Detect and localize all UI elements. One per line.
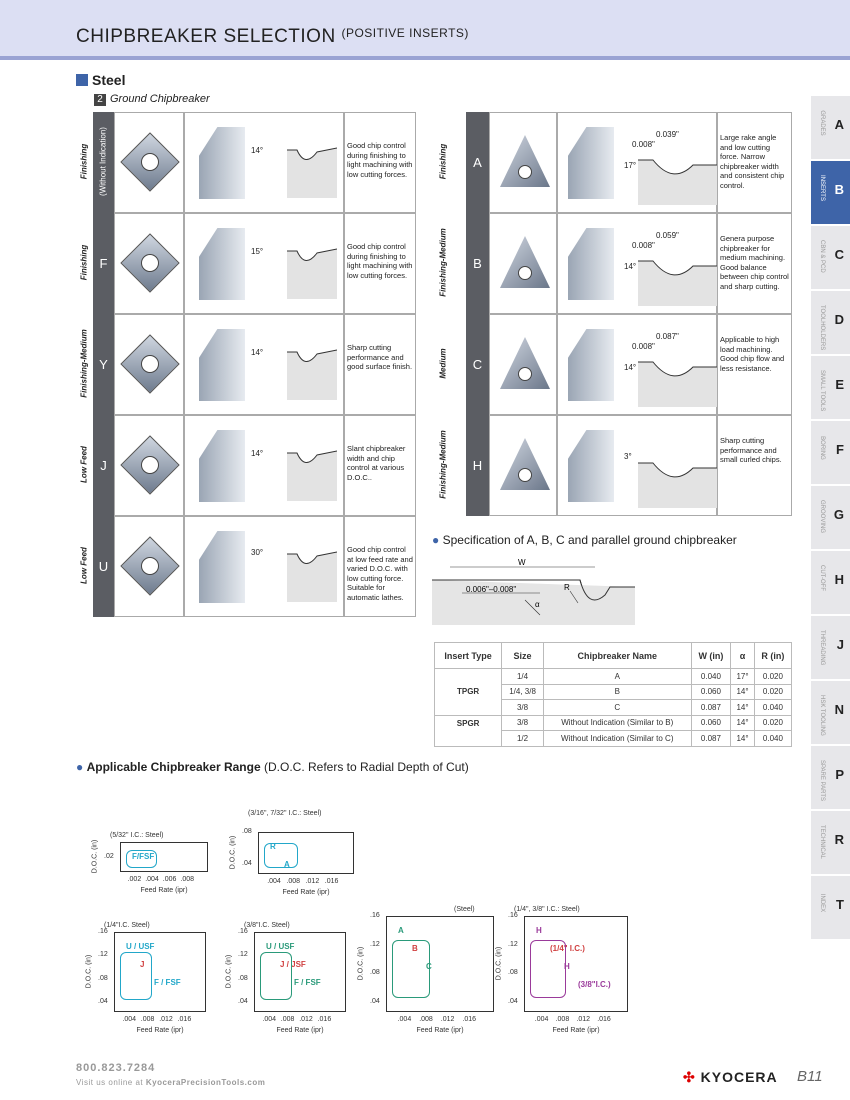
chart-x-tick: .008 (419, 1016, 433, 1023)
side-tab-label: INDEX (819, 893, 825, 913)
side-tab-label: GROOVING (819, 500, 825, 534)
chipbreaker-photo (568, 127, 614, 199)
description-text: Good chip control during finishing to light machining with low cutting forces. (347, 141, 413, 179)
chart-x-tick: .008 (280, 1016, 295, 1023)
row-code-cell (93, 415, 114, 516)
insert-image-cell (114, 213, 184, 314)
side-tab-n[interactable] (811, 681, 850, 745)
table-cell: 14° (731, 715, 755, 731)
chart-x-tick: .008 (180, 876, 195, 883)
width-label-large: 0.087" (656, 332, 679, 341)
row-code: F (99, 256, 108, 271)
chart-y-tick: .12 (370, 940, 380, 948)
side-tab-letter: C (834, 247, 844, 262)
spec-table (434, 642, 792, 747)
insert-image (500, 135, 550, 187)
row-code: U (98, 559, 109, 574)
table-header-cell: Chipbreaker Name (543, 643, 691, 669)
side-tab-letter: R (834, 832, 844, 847)
chart-x-tick: .012 (576, 1016, 591, 1023)
table-cell: 1/4, 3/8 (502, 684, 544, 700)
description-cell (717, 415, 792, 516)
table-cell: 0.087 (691, 700, 731, 716)
chart-x-tick: .008 (555, 1016, 570, 1023)
chart-y-tick: .16 (508, 912, 518, 919)
description-cell (344, 112, 416, 213)
chart-region-label: F/FSF (132, 852, 155, 861)
chart-y-tick: .04 (508, 998, 518, 1005)
angle-label: 14° (251, 348, 264, 357)
insert-image-cell (489, 415, 557, 516)
side-tab-b[interactable] (811, 161, 850, 225)
chart-region-outline (126, 850, 157, 868)
chart-x-tick: .016 (177, 1016, 192, 1023)
table-row (435, 731, 792, 747)
chart-y-tick: .02 (104, 853, 114, 860)
table-cell: 0.040 (691, 669, 731, 685)
chart-y-tick: .12 (508, 940, 518, 948)
chart-y-label: D.O.C. (in) (85, 954, 93, 989)
row-code: H (472, 458, 483, 473)
footer-visit: Visit us online at KyoceraPrecisionTools.com (76, 1078, 266, 1087)
row-application-label: Finishing (438, 143, 448, 180)
chart-x-tick: .004 (397, 1016, 412, 1023)
spec-w-label: W (518, 558, 526, 567)
chart-x-tick: .004 (534, 1016, 549, 1023)
table-cell: B (543, 684, 691, 700)
chipbreaker-photo (568, 430, 614, 502)
table-cell: SPGR (435, 715, 502, 731)
chart-y-tick: .04 (238, 998, 248, 1005)
insert-hole (141, 355, 159, 373)
chart-x-tick: .004 (122, 1016, 137, 1023)
description-cell (717, 314, 792, 415)
chipbreaker-photo (199, 329, 245, 401)
table-cell: TPGR (435, 684, 502, 700)
side-tab-letter: P (835, 767, 844, 782)
side-tab-h[interactable] (811, 551, 850, 615)
table-row (435, 684, 792, 700)
table-cell: 3/8 (502, 700, 544, 716)
chipbreaker-photo (199, 531, 245, 603)
chipbreaker-section-cell (184, 415, 344, 516)
chart-y-tick: .08 (242, 828, 252, 835)
chipbreaker-section-cell (184, 213, 344, 314)
row-application-label: Finishing-Medium (438, 228, 448, 297)
chart-y-tick: .12 (238, 951, 248, 959)
side-tab-a[interactable] (811, 96, 850, 160)
chart-region-label: F / FSF (294, 978, 321, 987)
table-cell: 3/8 (502, 715, 544, 731)
width-label-small: 0.008" (632, 342, 655, 351)
chart-x-label: Feed Rate (ipr) (136, 1027, 184, 1034)
description-cell (344, 213, 416, 314)
chart-region-label: R (270, 842, 276, 851)
chart-y-tick: .08 (98, 974, 108, 982)
angle-label: 15° (251, 247, 264, 256)
insert-image (500, 337, 550, 389)
side-tab-r[interactable] (811, 811, 850, 875)
table-cell: 1/2 (502, 731, 544, 747)
row-code: C (472, 357, 483, 372)
row-code-cell (466, 213, 489, 314)
insert-hole (141, 153, 159, 171)
table-cell: 17° (731, 669, 755, 685)
row-application-label: Low Feed (79, 446, 89, 483)
row-code-cell (466, 415, 489, 516)
spec-heading: ● Specification of A, B, C and parallel ground chipbreaker (432, 533, 737, 547)
chart-region-label: A (398, 926, 404, 935)
width-label-small: 0.008" (632, 241, 655, 250)
angle-label: 14° (624, 363, 637, 372)
row-code: A (473, 155, 482, 170)
description-cell (717, 213, 792, 314)
insert-image-cell (489, 213, 557, 314)
chart-x-tick: .008 (286, 878, 301, 885)
spec-range-label: 0.006"–0.008" (466, 585, 517, 594)
row-code-cell (93, 314, 114, 415)
chart-y-tick: .08 (370, 969, 380, 977)
chipbreaker-photo (199, 127, 245, 199)
chart-y-tick: .04 (370, 998, 380, 1005)
table-cell: 0.087 (691, 731, 731, 747)
side-tab-label: SPARE PARTS (819, 760, 825, 802)
insert-hole (518, 266, 532, 280)
chipbreaker-profile (257, 441, 337, 501)
table-cell: Without Indication (Similar to B) (543, 715, 691, 731)
chart-region-label: J (140, 960, 145, 969)
chart-x-tick: .012 (299, 1016, 313, 1023)
chart-x-label: Feed Rate (ipr) (282, 889, 330, 896)
chart-x-tick: .004 (267, 878, 281, 885)
chart-y-tick: .16 (370, 912, 380, 919)
side-tab-letter: T (836, 897, 844, 912)
insert-hole (518, 165, 532, 179)
page-title: CHIPBREAKER SELECTION $^{(POSITIVE INSERTS)}$ (76, 26, 469, 47)
chart-region-outline (264, 843, 298, 868)
table-header-cell: R (in) (754, 643, 791, 669)
chart-x-tick: .004 (262, 1016, 277, 1023)
description-text: Sharp cutting performance and small curled chips. (720, 436, 782, 464)
table-header-cell: W (in) (691, 643, 731, 669)
angle-label: 14° (624, 262, 637, 271)
range-chart (90, 812, 238, 907)
range-heading: ● Applicable Chipbreaker Range (D.O.C. Refers to Radial Depth of Cut) (76, 760, 469, 774)
side-tab-label: TOOLHOLDERS (819, 305, 825, 351)
side-tab-j[interactable] (811, 616, 850, 680)
side-tab-label: BORING (819, 436, 825, 460)
table-row (435, 669, 792, 685)
table-cell: 1/4 (502, 669, 544, 685)
row-code: B (473, 256, 482, 271)
chipbreaker-photo (199, 430, 245, 502)
description-text: Sharp cutting performance and good surface finish. (347, 343, 413, 371)
chart-y-tick: .04 (242, 860, 252, 867)
side-tab-f[interactable] (811, 421, 850, 485)
chart-region-outline (120, 952, 152, 1000)
side-tab-letter: D (834, 312, 844, 327)
table-cell (435, 700, 502, 716)
chipbreaker-photo (568, 228, 614, 300)
row-code: (Without Indication) (98, 127, 108, 196)
table-cell (435, 669, 502, 685)
chipbreaker-section-cell (184, 112, 344, 213)
table-cell: C (543, 700, 691, 716)
side-tab-letter: B (834, 182, 844, 197)
chipbreaker-section-cell (184, 314, 344, 415)
width-label-large: 0.059" (656, 231, 679, 240)
side-tab-label: CUT-OFF (819, 565, 825, 591)
table-row (435, 715, 792, 731)
chart-y-label: D.O.C. (in) (225, 954, 233, 989)
range-chart (494, 886, 658, 1047)
chart-x-label: Feed Rate (ipr) (416, 1027, 464, 1034)
width-label-small: 0.008" (632, 140, 655, 149)
side-tab-letter: G (833, 507, 844, 522)
angle-label: 30° (251, 548, 264, 557)
chart-x-tick: .012 (159, 1016, 173, 1023)
description-text: Slant chipbreaker width and chip control at various D.O.C.. (347, 444, 406, 482)
side-tab-label: INSERTS (819, 175, 825, 201)
side-tab-p[interactable] (811, 746, 850, 810)
chart-y-tick: .04 (98, 998, 108, 1005)
insert-image-cell (114, 415, 184, 516)
chart-y-label: D.O.C. (in) (495, 946, 503, 981)
table-header-cell: Size (502, 643, 544, 669)
chipbreaker-photo (199, 228, 245, 300)
insert-hole (141, 557, 159, 575)
chart-x-tick: .002 (127, 876, 142, 883)
chart-x-tick: .012 (305, 878, 320, 885)
chart-region-label: H (564, 962, 570, 971)
spec-alpha-label: α (535, 600, 540, 609)
page-header (0, 0, 850, 60)
section-title: Steel (76, 72, 125, 90)
side-tab-letter: H (834, 572, 844, 587)
side-tab-label: CBN & PCD (819, 240, 825, 273)
side-tab-letter: A (834, 117, 844, 132)
angle-label: 14° (251, 146, 264, 155)
side-tab-label: GRADES (819, 110, 825, 136)
table-cell: 14° (731, 684, 755, 700)
chart-y-label: D.O.C. (in) (91, 839, 99, 874)
table-cell: Without Indication (Similar to C) (543, 731, 691, 747)
insert-image-cell (114, 112, 184, 213)
description-text: Good chip control at low feed rate and varied D.O.C. with low cutting force. Suitable for automatic lathes. (347, 545, 413, 602)
chipbreaker-profile (257, 542, 337, 602)
chart-x-tick: .008 (140, 1016, 155, 1023)
chart-y-label: D.O.C. (in) (229, 835, 237, 870)
chipbreaker-section-cell (557, 112, 717, 213)
table-cell: A (543, 669, 691, 685)
description-text: Applicable to high load machining. Good chip flow and less resistance. (720, 335, 785, 373)
angle-label: 14° (251, 449, 264, 458)
chart-x-tick: .016 (597, 1016, 611, 1023)
table-header-cell: Insert Type (435, 643, 502, 669)
chart-x-tick: .016 (462, 1016, 477, 1023)
side-tab-t[interactable] (811, 876, 850, 940)
table-cell: 0.040 (754, 700, 791, 716)
angle-label: 17° (624, 161, 637, 170)
side-tab-g[interactable] (811, 486, 850, 550)
chart-region-outline (260, 952, 292, 1000)
insert-hole (141, 254, 159, 272)
kyocera-logo: ✣ KYOCERA (683, 1069, 778, 1085)
chart-title: (1/4", 3/8" I.C.: Steel) (514, 906, 580, 913)
description-cell (344, 415, 416, 516)
table-cell: 0.060 (691, 715, 731, 731)
chart-y-tick: .08 (238, 974, 248, 982)
chart-title: (1/4"I.C. Steel) (104, 922, 150, 929)
row-code: J (100, 458, 107, 473)
row-application-label: Finishing-Medium (79, 329, 89, 398)
description-cell (717, 112, 792, 213)
table-cell: 0.060 (691, 684, 731, 700)
side-tab-label: THREADING (819, 630, 825, 666)
insert-image-cell (114, 314, 184, 415)
chart-title: (3/16", 7/32" I.C.: Steel) (248, 810, 322, 817)
chipbreaker-profile (257, 340, 337, 400)
chart-x-label: Feed Rate (ipr) (552, 1027, 600, 1034)
chart-y-tick: .16 (238, 928, 248, 935)
chipbreaker-section-cell (557, 415, 717, 516)
insert-image (500, 438, 550, 490)
chipbreaker-profile (257, 239, 337, 299)
chipbreaker-section-cell (557, 314, 717, 415)
chart-x-tick: .016 (317, 1016, 332, 1023)
chart-region-label: H (536, 926, 542, 935)
side-tab-e[interactable] (811, 356, 850, 420)
chart-x-label: Feed Rate (ipr) (276, 1027, 324, 1034)
insert-hole (518, 468, 532, 482)
table-row (435, 700, 792, 716)
spec-diagram (430, 555, 640, 630)
chart-x-tick: .012 (440, 1016, 455, 1023)
row-application-label: Finishing (79, 143, 89, 180)
chart-region-label: U / USF (266, 942, 295, 951)
chart-title: (Steel) (454, 906, 475, 913)
row-application-label: Finishing-Medium (438, 430, 448, 499)
chart-y-tick: .12 (98, 951, 108, 959)
chart-x-label: Feed Rate (ipr) (140, 887, 188, 894)
insert-image-cell (114, 516, 184, 617)
row-application-label: Finishing (79, 244, 89, 281)
side-tab-letter: F (836, 442, 844, 457)
chart-x-tick: .006 (162, 876, 177, 883)
chart-region-label: (3/8"I.C.) (578, 980, 611, 989)
table-cell: 0.020 (754, 715, 791, 731)
row-code-cell (93, 516, 114, 617)
description-cell (344, 314, 416, 415)
chipbreaker-section-cell (184, 516, 344, 617)
insert-image-cell (489, 112, 557, 213)
row-code: Y (99, 357, 108, 372)
row-code-cell (93, 213, 114, 314)
chart-region-label: B (412, 944, 418, 953)
description-cell (344, 516, 416, 617)
chart-region-label: U / USF (126, 942, 155, 951)
spec-r-label: R (564, 583, 570, 592)
chart-region-label: C (426, 962, 432, 971)
page-number: B11 (797, 1068, 823, 1085)
side-tab-letter: J (836, 637, 844, 652)
chipbreaker-profile (257, 138, 337, 198)
chart-region-outline (530, 940, 566, 998)
description-text: Good chip control during finishing to light machining with low cutting forces. (347, 242, 413, 280)
table-cell: 0.040 (754, 731, 791, 747)
angle-label: 3° (624, 452, 632, 461)
side-tab-letter: E (835, 377, 844, 392)
table-cell: 14° (731, 700, 755, 716)
side-tab-c[interactable] (811, 226, 850, 290)
width-label-large: 0.039" (656, 130, 679, 139)
chart-region-label: F / FSF (154, 978, 181, 987)
table-header-row (435, 643, 792, 669)
chart-x-tick: .016 (324, 878, 339, 885)
side-tab-label: HSK TOOLING (819, 695, 825, 736)
side-tab-label: SMALL TOOLS (819, 370, 825, 412)
footer-phone: 800.823.7284 (76, 1062, 156, 1074)
chipbreaker-section-cell (557, 213, 717, 314)
chart-region-label: (1/4" I.C.) (550, 944, 585, 953)
side-tab-d[interactable] (811, 291, 850, 355)
chart-y-tick: .08 (508, 969, 518, 977)
section-subtitle: 2 Ground Chipbreaker (94, 93, 210, 106)
insert-image-cell (489, 314, 557, 415)
table-cell: 0.020 (754, 684, 791, 700)
side-tab-label: TECHNICAL (819, 825, 825, 860)
insert-image (500, 236, 550, 288)
row-code-cell (466, 112, 489, 213)
side-tab-letter: N (834, 702, 844, 717)
table-header-cell: α (731, 643, 755, 669)
row-code-cell (466, 314, 489, 415)
description-text: Genera purpose chipbreaker for medium machining. Good balance between chip control and sharp cutting. (720, 234, 789, 291)
row-application-label: Low Feed (79, 547, 89, 584)
chart-y-label: D.O.C. (in) (357, 946, 365, 981)
chart-region-outline (392, 940, 430, 998)
description-text: Large rake angle and low cutting force. Narrow chipbreaker width and consistent chip control. (720, 133, 785, 190)
chipbreaker-photo (568, 329, 614, 401)
range-chart (224, 902, 376, 1047)
chipbreaker-profile (618, 438, 718, 508)
table-cell: 0.020 (754, 669, 791, 685)
chart-title: (5/32" I.C.: Steel) (110, 832, 164, 839)
range-chart (84, 902, 236, 1047)
chart-y-tick: .16 (98, 928, 108, 935)
table-cell (435, 731, 502, 747)
row-application-label: Medium (438, 348, 448, 379)
chart-title: (3/8"I.C. Steel) (244, 922, 290, 929)
row-code-cell (93, 112, 114, 213)
table-cell: 14° (731, 731, 755, 747)
chart-x-tick: .004 (145, 876, 159, 883)
insert-hole (518, 367, 532, 381)
insert-hole (141, 456, 159, 474)
chart-region-label: J / JSF (280, 960, 306, 969)
chart-region-label: A (284, 860, 290, 869)
